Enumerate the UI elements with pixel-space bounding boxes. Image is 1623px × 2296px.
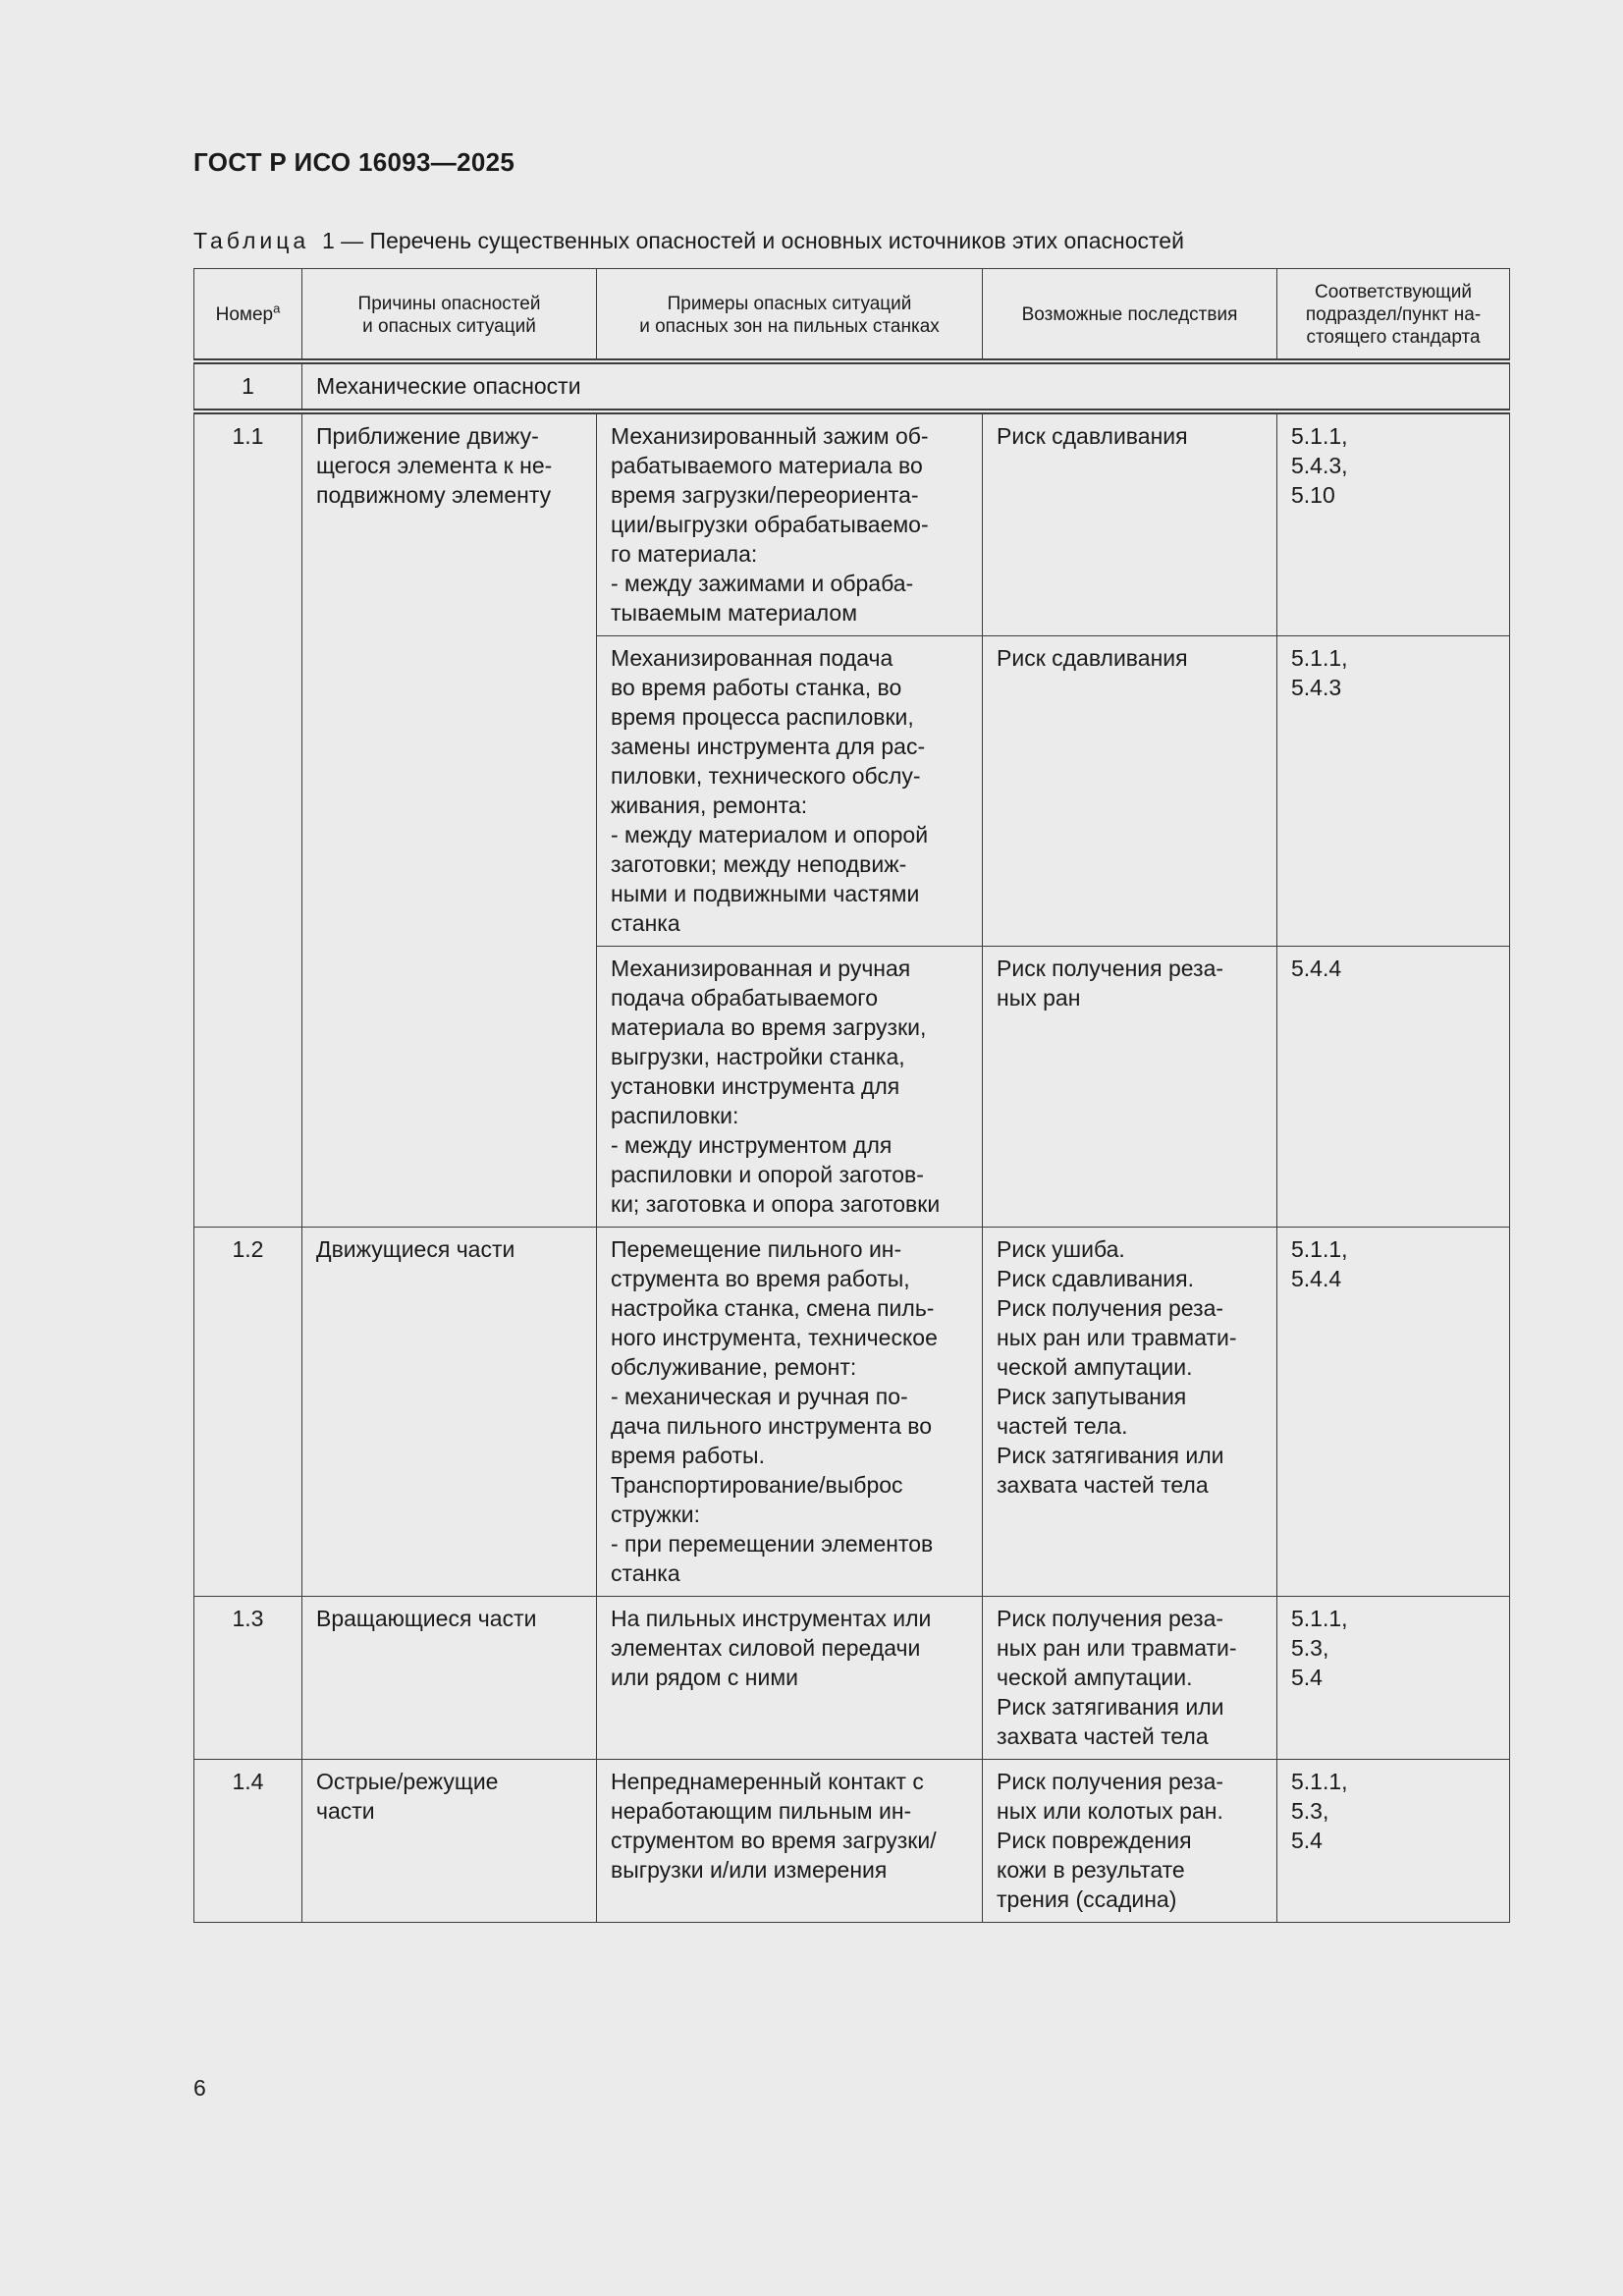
row-number: 1.1 bbox=[194, 411, 302, 1228]
hazard-cause: Приближение движу- щегося элемента к не- подвижному элементу bbox=[302, 411, 597, 1228]
standard-reference: 5.1.1, 5.4.4 bbox=[1277, 1228, 1510, 1597]
hazard-consequence: Риск сдавливания bbox=[983, 411, 1277, 636]
hazard-example: Механизированная и ручная подача обрабатываемого материала во время загрузки, выгрузки, настройки станка, установки инструмента для распиловки: - между инструментом для распиловки и опорой заготов- ки; заготовка и опора заготовки bbox=[597, 947, 983, 1228]
standard-reference: 5.4.4 bbox=[1277, 947, 1510, 1228]
standard-reference: 5.1.1, 5.4.3 bbox=[1277, 636, 1510, 947]
row-number: 1.4 bbox=[194, 1760, 302, 1923]
hazard-consequence: Риск ушиба. Риск сдавливания. Риск получения реза- ных ран или травмати- ческой ампутации. Риск запутывания частей тела. Риск затягивания или захвата частей тела bbox=[983, 1228, 1277, 1597]
section-row bbox=[194, 361, 1510, 411]
standard-reference: 5.1.1, 5.4.3, 5.10 bbox=[1277, 411, 1510, 636]
hazard-example: Механизированный зажим об- рабатываемого материала во время загрузки/переориента- ции/выгрузки обрабатываемо- го материала: - между зажимами и обраба- тываемым материалом bbox=[597, 411, 983, 636]
row-number: 1.2 bbox=[194, 1228, 302, 1597]
hazard-consequence: Риск получения реза- ных или колотых ран. Риск повреждения кожи в результате трения (ссадина) bbox=[983, 1760, 1277, 1923]
table-row bbox=[194, 411, 1510, 636]
table-header-row bbox=[194, 269, 1510, 362]
section-number: 1 bbox=[194, 361, 302, 411]
hazard-example: Непреднамеренный контакт с неработающим пильным ин- струментом во время загрузки/ выгрузки и/или измерения bbox=[597, 1760, 983, 1923]
hazard-example: На пильных инструментах или элементах силовой передачи или рядом с ними bbox=[597, 1597, 983, 1760]
row-number: 1.3 bbox=[194, 1597, 302, 1760]
table-row bbox=[194, 1760, 1510, 1923]
table-caption-label: Таблица bbox=[193, 228, 310, 253]
hazards-table bbox=[193, 268, 1510, 1923]
table-row bbox=[194, 1597, 1510, 1760]
standard-reference: 5.1.1, 5.3, 5.4 bbox=[1277, 1760, 1510, 1923]
column-header-number: Номер$^а$ bbox=[194, 269, 302, 362]
hazard-example: Перемещение пильного ин- струмента во время работы, настройка станка, смена пиль- ного инструмента, техническое обслуживание, ремонт: - механическая и ручная по- дача пильного инструмента во время работы. Транспортирование/выброс стружки: - при перемещении элементов станка bbox=[597, 1228, 983, 1597]
hazard-consequence: Риск сдавливания bbox=[983, 636, 1277, 947]
page-number: 6 bbox=[193, 2075, 206, 2101]
hazard-cause: Острые/режущие части bbox=[302, 1760, 597, 1923]
column-header-reference: Соответствующий подраздел/пункт на- стоящего стандарта bbox=[1277, 269, 1510, 362]
hazard-cause: Движущиеся части bbox=[302, 1228, 597, 1597]
hazard-cause: Вращающиеся части bbox=[302, 1597, 597, 1760]
column-header-consequences: Возможные последствия bbox=[983, 269, 1277, 362]
column-header-causes: Причины опасностей и опасных ситуаций bbox=[302, 269, 597, 362]
hazard-consequence: Риск получения реза- ных ран bbox=[983, 947, 1277, 1228]
table-caption bbox=[193, 228, 1184, 254]
footnote-marker: а bbox=[273, 301, 281, 316]
column-header-examples: Примеры опасных ситуаций и опасных зон на пильных станках bbox=[597, 269, 983, 362]
hazard-example: Механизированная подача во время работы станка, во время процесса распиловки, замены инструмента для рас- пиловки, технического обслу- живания, ремонта: - между материалом и опорой заготовки; между неподвиж- ными и подвижными частями станка bbox=[597, 636, 983, 947]
standard-reference: 5.1.1, 5.3, 5.4 bbox=[1277, 1597, 1510, 1760]
document-header: ГОСТ Р ИСО 16093—2025 bbox=[193, 147, 515, 177]
hazard-consequence: Риск получения реза- ных ран или травмати- ческой ампутации. Риск затягивания или захвата частей тела bbox=[983, 1597, 1277, 1760]
table-row bbox=[194, 1228, 1510, 1597]
section-title: Механические опасности bbox=[302, 361, 1510, 411]
table-caption-text: 1 — Перечень существенных опасностей и основных источников этих опасностей bbox=[321, 228, 1184, 253]
